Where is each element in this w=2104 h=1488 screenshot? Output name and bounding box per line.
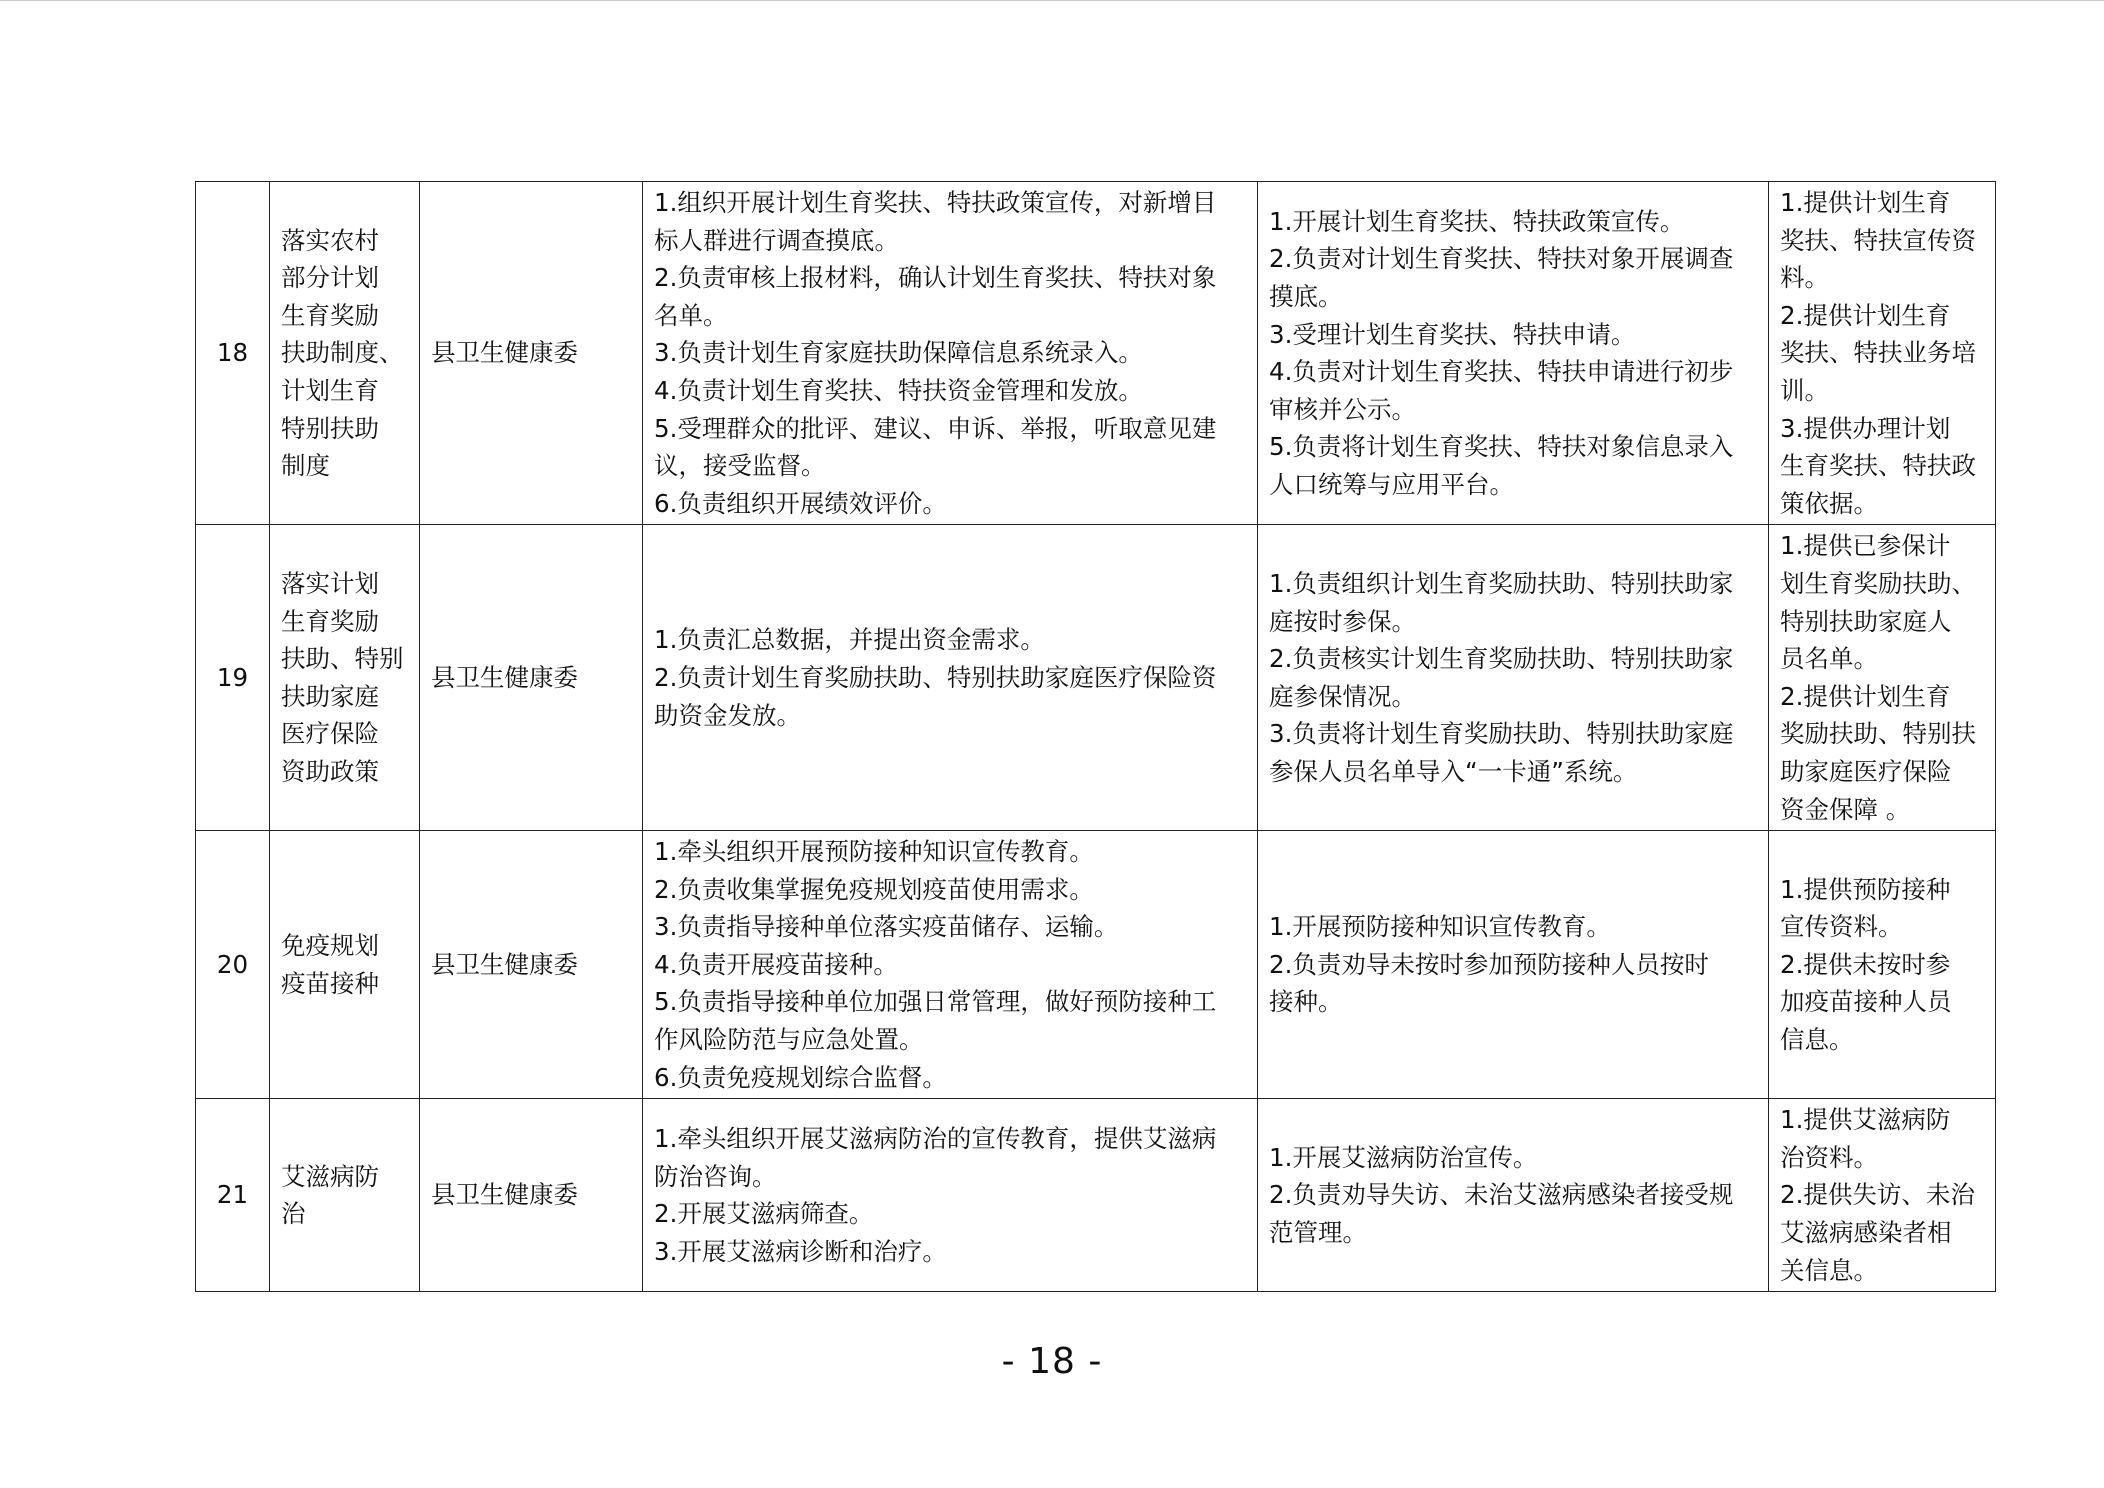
text-line: 防治咨询。 — [654, 1161, 777, 1191]
row-number-cell: 20 — [196, 831, 270, 1099]
text-line: 4.负责对计划生育奖扶、特扶申请进行初步 — [1269, 357, 1734, 387]
item-name-cell — [270, 831, 420, 1099]
text-line: 2.负责计划生育奖励扶助、特别扶助家庭医疗保险资 — [654, 662, 1217, 692]
text-line: 2.负责收集掌握免疫规划疫苗使用需求。 — [654, 874, 1094, 904]
table-row — [196, 525, 1996, 831]
text-line: 生育奖励 — [281, 300, 379, 330]
text-line: 2.负责对计划生育奖扶、特扶对象开展调查 — [1269, 244, 1734, 274]
text-line: 特别扶助 — [281, 413, 379, 443]
page-number: - 18 - — [1001, 1341, 1103, 1382]
text-line: 参保人员名单导入“一卡通”系统。 — [1269, 756, 1638, 786]
text-line: 疫苗接种 — [281, 968, 379, 998]
text-line: 加疫苗接种人员 — [1780, 987, 1952, 1017]
text-line: 免疫规划 — [281, 931, 379, 961]
text-line: 资助政策 — [281, 756, 379, 786]
county-duties-cell — [643, 1099, 1258, 1292]
text-line: 5.负责指导接种单位加强日常管理，做好预防接种工 — [654, 987, 1217, 1017]
department-cell: 县卫生健康委 — [420, 525, 643, 831]
text-line: 奖扶、特扶宣传资 — [1780, 225, 1976, 255]
text-line: 资金保障 。 — [1780, 794, 1911, 824]
text-line: 2.负责审核上报材料，确认计划生育奖扶、特扶对象 — [654, 263, 1217, 293]
town-duties-cell — [1258, 525, 1769, 831]
text-line: 助资金发放。 — [654, 700, 801, 730]
text-line: 2.负责劝导失访、未治艾滋病感染者接受规 — [1269, 1180, 1734, 1210]
support-cell — [1769, 1099, 1996, 1292]
text-line: 1.提供计划生育 — [1780, 188, 1951, 217]
duty-table — [195, 181, 1996, 1292]
text-line: 1.组织开展计划生育奖扶、特扶政策宣传，对新增目 — [654, 188, 1217, 217]
text-line: 划生育奖励扶助、 — [1780, 568, 1976, 598]
support-cell — [1769, 831, 1996, 1099]
row-number-cell: 21 — [196, 1099, 270, 1292]
department-cell: 县卫生健康委 — [420, 1099, 643, 1292]
text-line: 庭参保情况。 — [1269, 681, 1416, 711]
text-line: 医疗保险 — [281, 719, 379, 749]
text-line: 1.提供预防接种 — [1780, 874, 1951, 904]
text-line: 范管理。 — [1269, 1218, 1367, 1248]
support-cell — [1769, 182, 1996, 525]
text-line: 6.负责免疫规划综合监督。 — [654, 1062, 947, 1092]
item-name-cell — [270, 1099, 420, 1292]
item-name-cell — [270, 525, 420, 831]
text-line: 2.负责核实计划生育奖励扶助、特别扶助家 — [1269, 644, 1734, 674]
county-duties-cell — [643, 831, 1258, 1099]
table-row — [196, 831, 1996, 1099]
text-line: 1.负责汇总数据，并提出资金需求。 — [654, 625, 1045, 655]
text-line: 4.负责开展疫苗接种。 — [654, 949, 898, 979]
text-line: 3.受理计划生育奖扶、特扶申请。 — [1269, 319, 1636, 349]
text-line: 治 — [281, 1199, 306, 1229]
text-line: 艾滋病感染者相 — [1780, 1218, 1952, 1248]
text-line: 议，接受监督。 — [654, 451, 826, 481]
text-line: 2.提供失访、未治 — [1780, 1180, 1975, 1210]
text-line: 部分计划 — [281, 263, 379, 293]
table-row — [196, 182, 1996, 525]
town-duties-cell — [1258, 831, 1769, 1099]
text-line: 扶助制度、 — [281, 338, 404, 368]
text-line: 庭按时参保。 — [1269, 606, 1416, 636]
text-line: 1.牵头组织开展预防接种知识宣传教育。 — [654, 837, 1094, 867]
text-line: 1.提供艾滋病防 — [1780, 1105, 1951, 1135]
text-line: 奖扶、特扶业务培 — [1780, 338, 1976, 368]
text-line: 3.负责指导接种单位落实疫苗储存、运输。 — [654, 912, 1119, 942]
text-line: 艾滋病防 — [281, 1161, 379, 1191]
text-line: 生育奖励 — [281, 606, 379, 636]
text-line: 5.负责将计划生育奖扶、特扶对象信息录入 — [1269, 432, 1734, 462]
text-line: 1.开展艾滋病防治宣传。 — [1269, 1142, 1538, 1172]
text-line: 名单。 — [654, 300, 728, 330]
text-line: 2.负责劝导未按时参加预防接种人员按时 — [1269, 949, 1709, 979]
text-line: 3.提供办理计划 — [1780, 413, 1951, 443]
text-line: 2.开展艾滋病筛查。 — [654, 1199, 874, 1229]
text-line: 扶助家庭 — [281, 681, 379, 711]
text-line: 4.负责计划生育奖扶、特扶资金管理和发放。 — [654, 375, 1143, 405]
text-line: 3.负责计划生育家庭扶助保障信息系统录入。 — [654, 338, 1143, 368]
town-duties-cell — [1258, 182, 1769, 525]
text-line: 作风险防范与应急处置。 — [654, 1025, 924, 1055]
text-line: 落实农村 — [281, 225, 379, 255]
table-body — [196, 182, 1996, 1292]
text-line: 关信息。 — [1780, 1255, 1878, 1285]
county-duties-cell — [643, 525, 1258, 831]
text-line: 料。 — [1780, 263, 1829, 293]
text-line: 2.提供计划生育 — [1780, 681, 1951, 711]
text-line: 治资料。 — [1780, 1142, 1878, 1172]
text-line: 制度 — [281, 451, 330, 481]
page-top-border — [0, 0, 2104, 1]
text-line: 5.受理群众的批评、建议、申诉、举报，听取意见建 — [654, 413, 1217, 443]
text-line: 策依据。 — [1780, 488, 1878, 518]
text-line: 6.负责组织开展绩效评价。 — [654, 488, 947, 518]
text-line: 助家庭医疗保险 — [1780, 756, 1952, 786]
text-line: 1.开展计划生育奖扶、特扶政策宣传。 — [1269, 206, 1685, 236]
text-line: 扶助、特别 — [281, 644, 404, 674]
text-line: 3.负责将计划生育奖励扶助、特别扶助家庭 — [1269, 719, 1734, 749]
row-number-cell: 18 — [196, 182, 270, 525]
text-line: 3.开展艾滋病诊断和治疗。 — [654, 1236, 947, 1266]
text-line: 落实计划 — [281, 568, 379, 598]
text-line: 计划生育 — [281, 375, 379, 405]
text-line: 宣传资料。 — [1780, 912, 1903, 942]
row-number-cell: 19 — [196, 525, 270, 831]
town-duties-cell — [1258, 1099, 1769, 1292]
text-line: 1.负责组织计划生育奖励扶助、特别扶助家 — [1269, 568, 1734, 598]
text-line: 信息。 — [1780, 1025, 1854, 1055]
text-line: 特别扶助家庭人 — [1780, 606, 1952, 636]
text-line: 标人群进行调查摸底。 — [654, 225, 899, 255]
text-line: 2.提供未按时参 — [1780, 949, 1951, 979]
text-line: 生育奖扶、特扶政 — [1780, 451, 1976, 481]
text-line: 员名单。 — [1780, 644, 1878, 674]
text-line: 审核并公示。 — [1269, 394, 1416, 424]
county-duties-cell — [643, 182, 1258, 525]
department-cell: 县卫生健康委 — [420, 182, 643, 525]
text-line: 1.开展预防接种知识宣传教育。 — [1269, 912, 1611, 942]
text-line: 人口统筹与应用平台。 — [1269, 469, 1514, 499]
support-cell — [1769, 525, 1996, 831]
text-line: 1.提供已参保计 — [1780, 531, 1951, 561]
table-row — [196, 1099, 1996, 1292]
text-line: 1.牵头组织开展艾滋病防治的宣传教育，提供艾滋病 — [654, 1124, 1217, 1154]
text-line: 2.提供计划生育 — [1780, 300, 1951, 330]
text-line: 摸底。 — [1269, 281, 1343, 311]
text-line: 奖励扶助、特别扶 — [1780, 719, 1976, 749]
text-line: 训。 — [1780, 375, 1829, 405]
item-name-cell — [270, 182, 420, 525]
department-cell: 县卫生健康委 — [420, 831, 643, 1099]
text-line: 接种。 — [1269, 987, 1343, 1017]
